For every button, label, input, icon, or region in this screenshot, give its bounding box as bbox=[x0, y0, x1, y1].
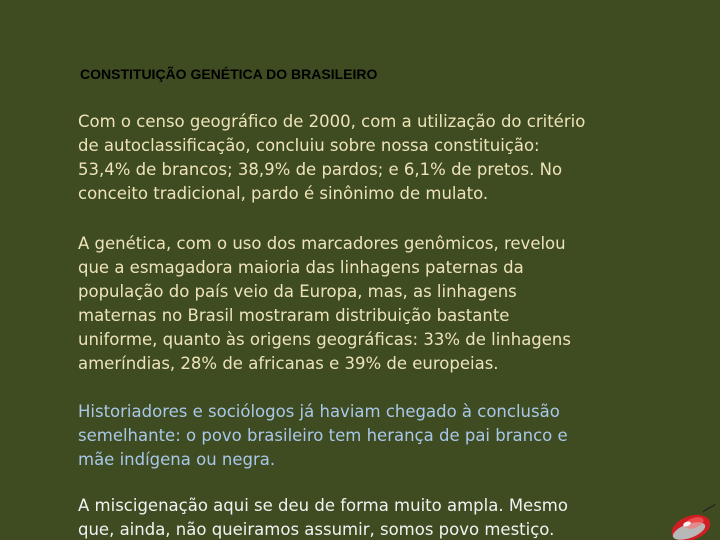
paragraph-historians: Historiadores e sociólogos já haviam chegado à conclusão semelhante: o povo brasileiro tem herança de pai branco e mãe indígena ou negra. bbox=[78, 402, 568, 469]
slide-title: CONSTITUIÇÃO GENÉTICA DO BRASILEIRO bbox=[80, 66, 378, 82]
paragraph-genetics: A genética, com o uso dos marcadores genômicos, revelou que a esmagadora maioria das linhagens paternas da população do país veio da Europa, mas, as linhagens maternas no Brasil mostraram distribuição bastante uniforme, quanto às origens geográficas: 33% de linhagens ameríndias, 28% de africanas e 39% de europeias. bbox=[78, 234, 571, 373]
paragraph-miscegenation: A miscigenação aqui se deu de forma muito ampla. Mesmo que, ainda, não queiramos assumir, somos povo mestiço. bbox=[78, 496, 568, 539]
computer-mouse-icon[interactable] bbox=[667, 504, 717, 540]
paragraph-census: Com o censo geográfico de 2000, com a utilização do critério de autoclassificação, concluiu sobre nossa constituição: 53,4% de brancos; 38,9% de pardos; e 6,1% de pretos. No conceito tradicional, pardo é sinônimo de mulato. bbox=[78, 112, 586, 203]
